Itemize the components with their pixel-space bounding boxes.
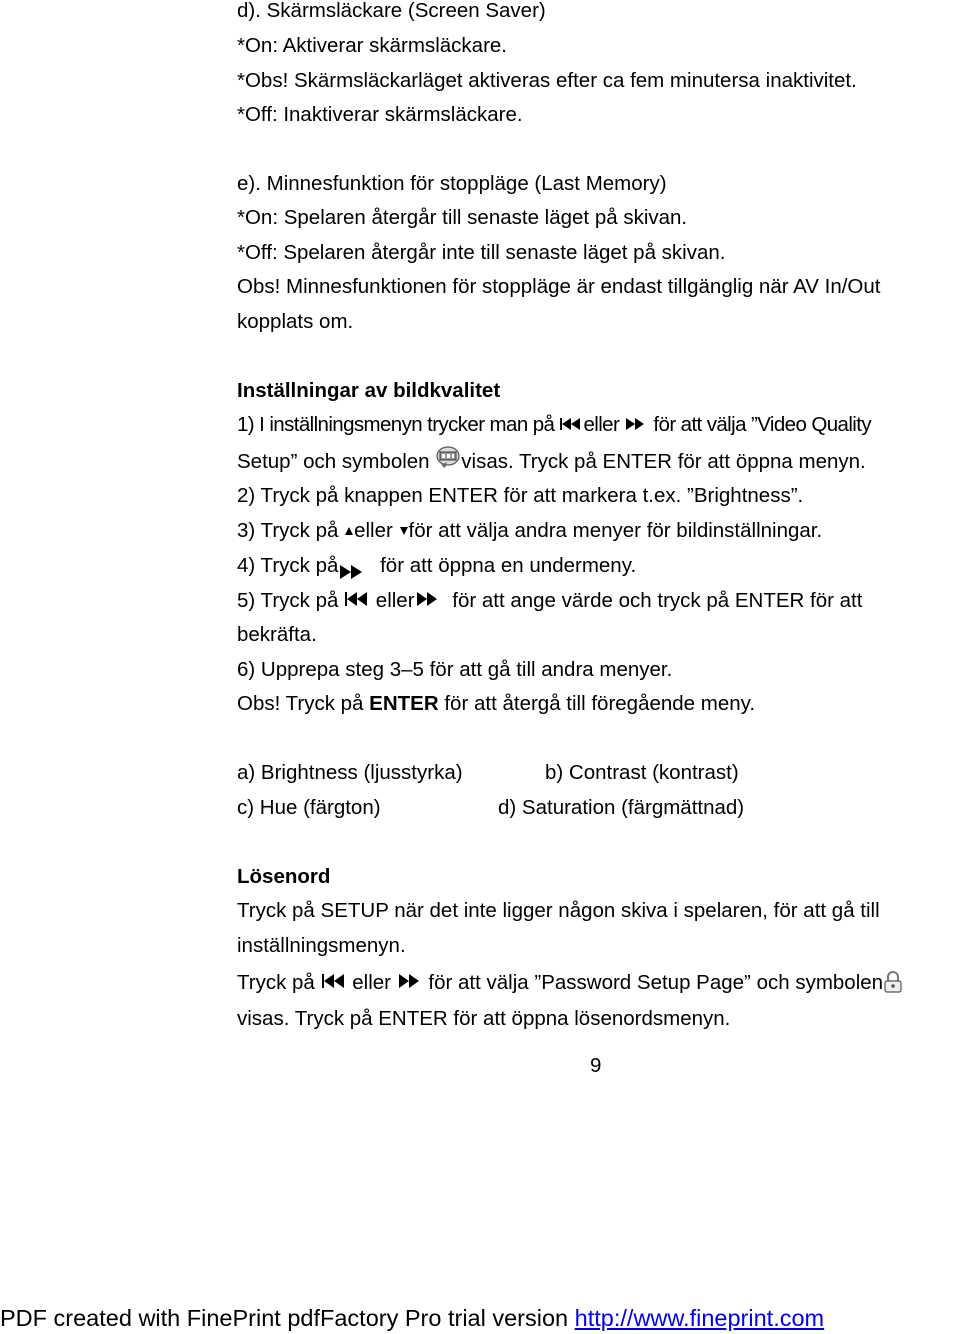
screensaver-off-text: *Off: Inaktiverar skärmsläckare. [237, 103, 523, 126]
note-text-a: Obs! Tryck på [237, 692, 364, 715]
rewind-icon [344, 587, 370, 613]
last-memory-on-text: *On: Spelaren återgår till senaste läget på skivan. [237, 206, 688, 229]
password-line1: Tryck på SETUP när det inte ligger någon skiva i spelaren, för att gå till [237, 899, 880, 922]
up-arrow-icon [344, 517, 354, 543]
step1-line1 [237, 412, 871, 438]
screensaver-on-text: *On: Aktiverar skärmsläckare. [237, 34, 507, 57]
rewind-icon [559, 411, 583, 437]
last-memory-note-line2: kopplats om. [237, 310, 354, 333]
option-saturation: d) Saturation (färgmättnad) [498, 796, 745, 819]
option-contrast: b) Contrast (kontrast) [545, 761, 739, 784]
screensaver-heading: d). Skärmsläckare (Screen Saver) [237, 0, 546, 22]
step3-line [237, 518, 822, 544]
step1-text-d: Setup” och symbolen [237, 449, 430, 473]
last-memory-note-line1: Obs! Minnesfunktionen för stoppläge är endast tillgänglig när AV In/Out [237, 275, 881, 298]
step3-text-a: 3) Tryck på [237, 519, 339, 542]
footer-text: PDF created with FinePrint pdfFactory Pro trial version [0, 1305, 569, 1331]
step5-text-c: för att ange värde och tryck på ENTER för att [452, 589, 863, 612]
step4-line [237, 553, 636, 579]
step1-text-b: eller [583, 413, 620, 436]
password-text-c: för att välja ”Password Setup Page” och symbolen [428, 970, 884, 994]
last-memory-heading: e). Minnesfunktion för stoppläge (Last Memory) [237, 172, 667, 195]
password-text-a: Tryck på [237, 970, 315, 994]
option-hue: c) Hue (färgton) [237, 796, 381, 819]
password-line2: inställningsmenyn. [237, 934, 406, 957]
screensaver-note-text: *Obs! Skärmsläckarläget aktiveras efter ca fem minutersa inaktivitet. [237, 69, 857, 92]
step5-text-a: 5) Tryck på [237, 589, 339, 612]
footer-link[interactable]: http://www.fineprint.com [574, 1305, 825, 1331]
password-line4: visas. Tryck på ENTER för att öppna lösenordsmenyn. [237, 1007, 731, 1030]
step5-text-b: eller [375, 589, 415, 612]
password-text-b: eller [352, 970, 391, 994]
step4-text-a: 4) Tryck på [237, 554, 339, 577]
image-quality-heading: Inställningar av bildkvalitet [237, 379, 501, 402]
fast-forward-icon [624, 411, 648, 437]
password-heading: Lösenord [237, 865, 331, 888]
step1-text-a: 1) I inställningsmenyn trycker man på [237, 413, 555, 436]
note-enter-keyword: ENTER [369, 692, 439, 715]
password-line3 [237, 968, 903, 994]
step5-line1 [237, 588, 862, 614]
image-quality-note [237, 691, 755, 717]
fast-forward-icon [397, 969, 423, 995]
lock-symbol-icon [883, 970, 903, 1001]
step5-line2: bekräfta. [237, 623, 317, 646]
fast-forward-icon [415, 587, 441, 613]
fast-forward-icon [338, 560, 366, 586]
page-number: 9 [590, 1054, 602, 1077]
down-arrow-icon [399, 517, 409, 543]
note-text-c: för att återgå till föregående meny. [444, 692, 756, 715]
step2-text: 2) Tryck på knappen ENTER för att markera t.ex. ”Brightness”. [237, 484, 804, 507]
step4-text-b: för att öppna en undermeny. [380, 554, 637, 577]
pdf-footer [0, 1303, 824, 1333]
last-memory-off-text: *Off: Spelaren återgår inte till senaste läget på skivan. [237, 241, 726, 264]
option-brightness: a) Brightness (ljusstyrka) [237, 761, 463, 784]
rewind-icon [321, 969, 347, 995]
step6-text: 6) Upprepa steg 3–5 för att gå till andra menyer. [237, 658, 673, 681]
step1-text-c: för att välja ”Video Quality [653, 413, 871, 436]
step1-line2 [237, 447, 866, 473]
video-quality-symbol-icon [435, 445, 461, 476]
step3-text-c: för att välja andra menyer för bildinställningar. [408, 519, 823, 542]
step3-text-b: eller [354, 519, 393, 542]
step1-text-e: visas. Tryck på ENTER för att öppna menyn. [461, 449, 866, 473]
